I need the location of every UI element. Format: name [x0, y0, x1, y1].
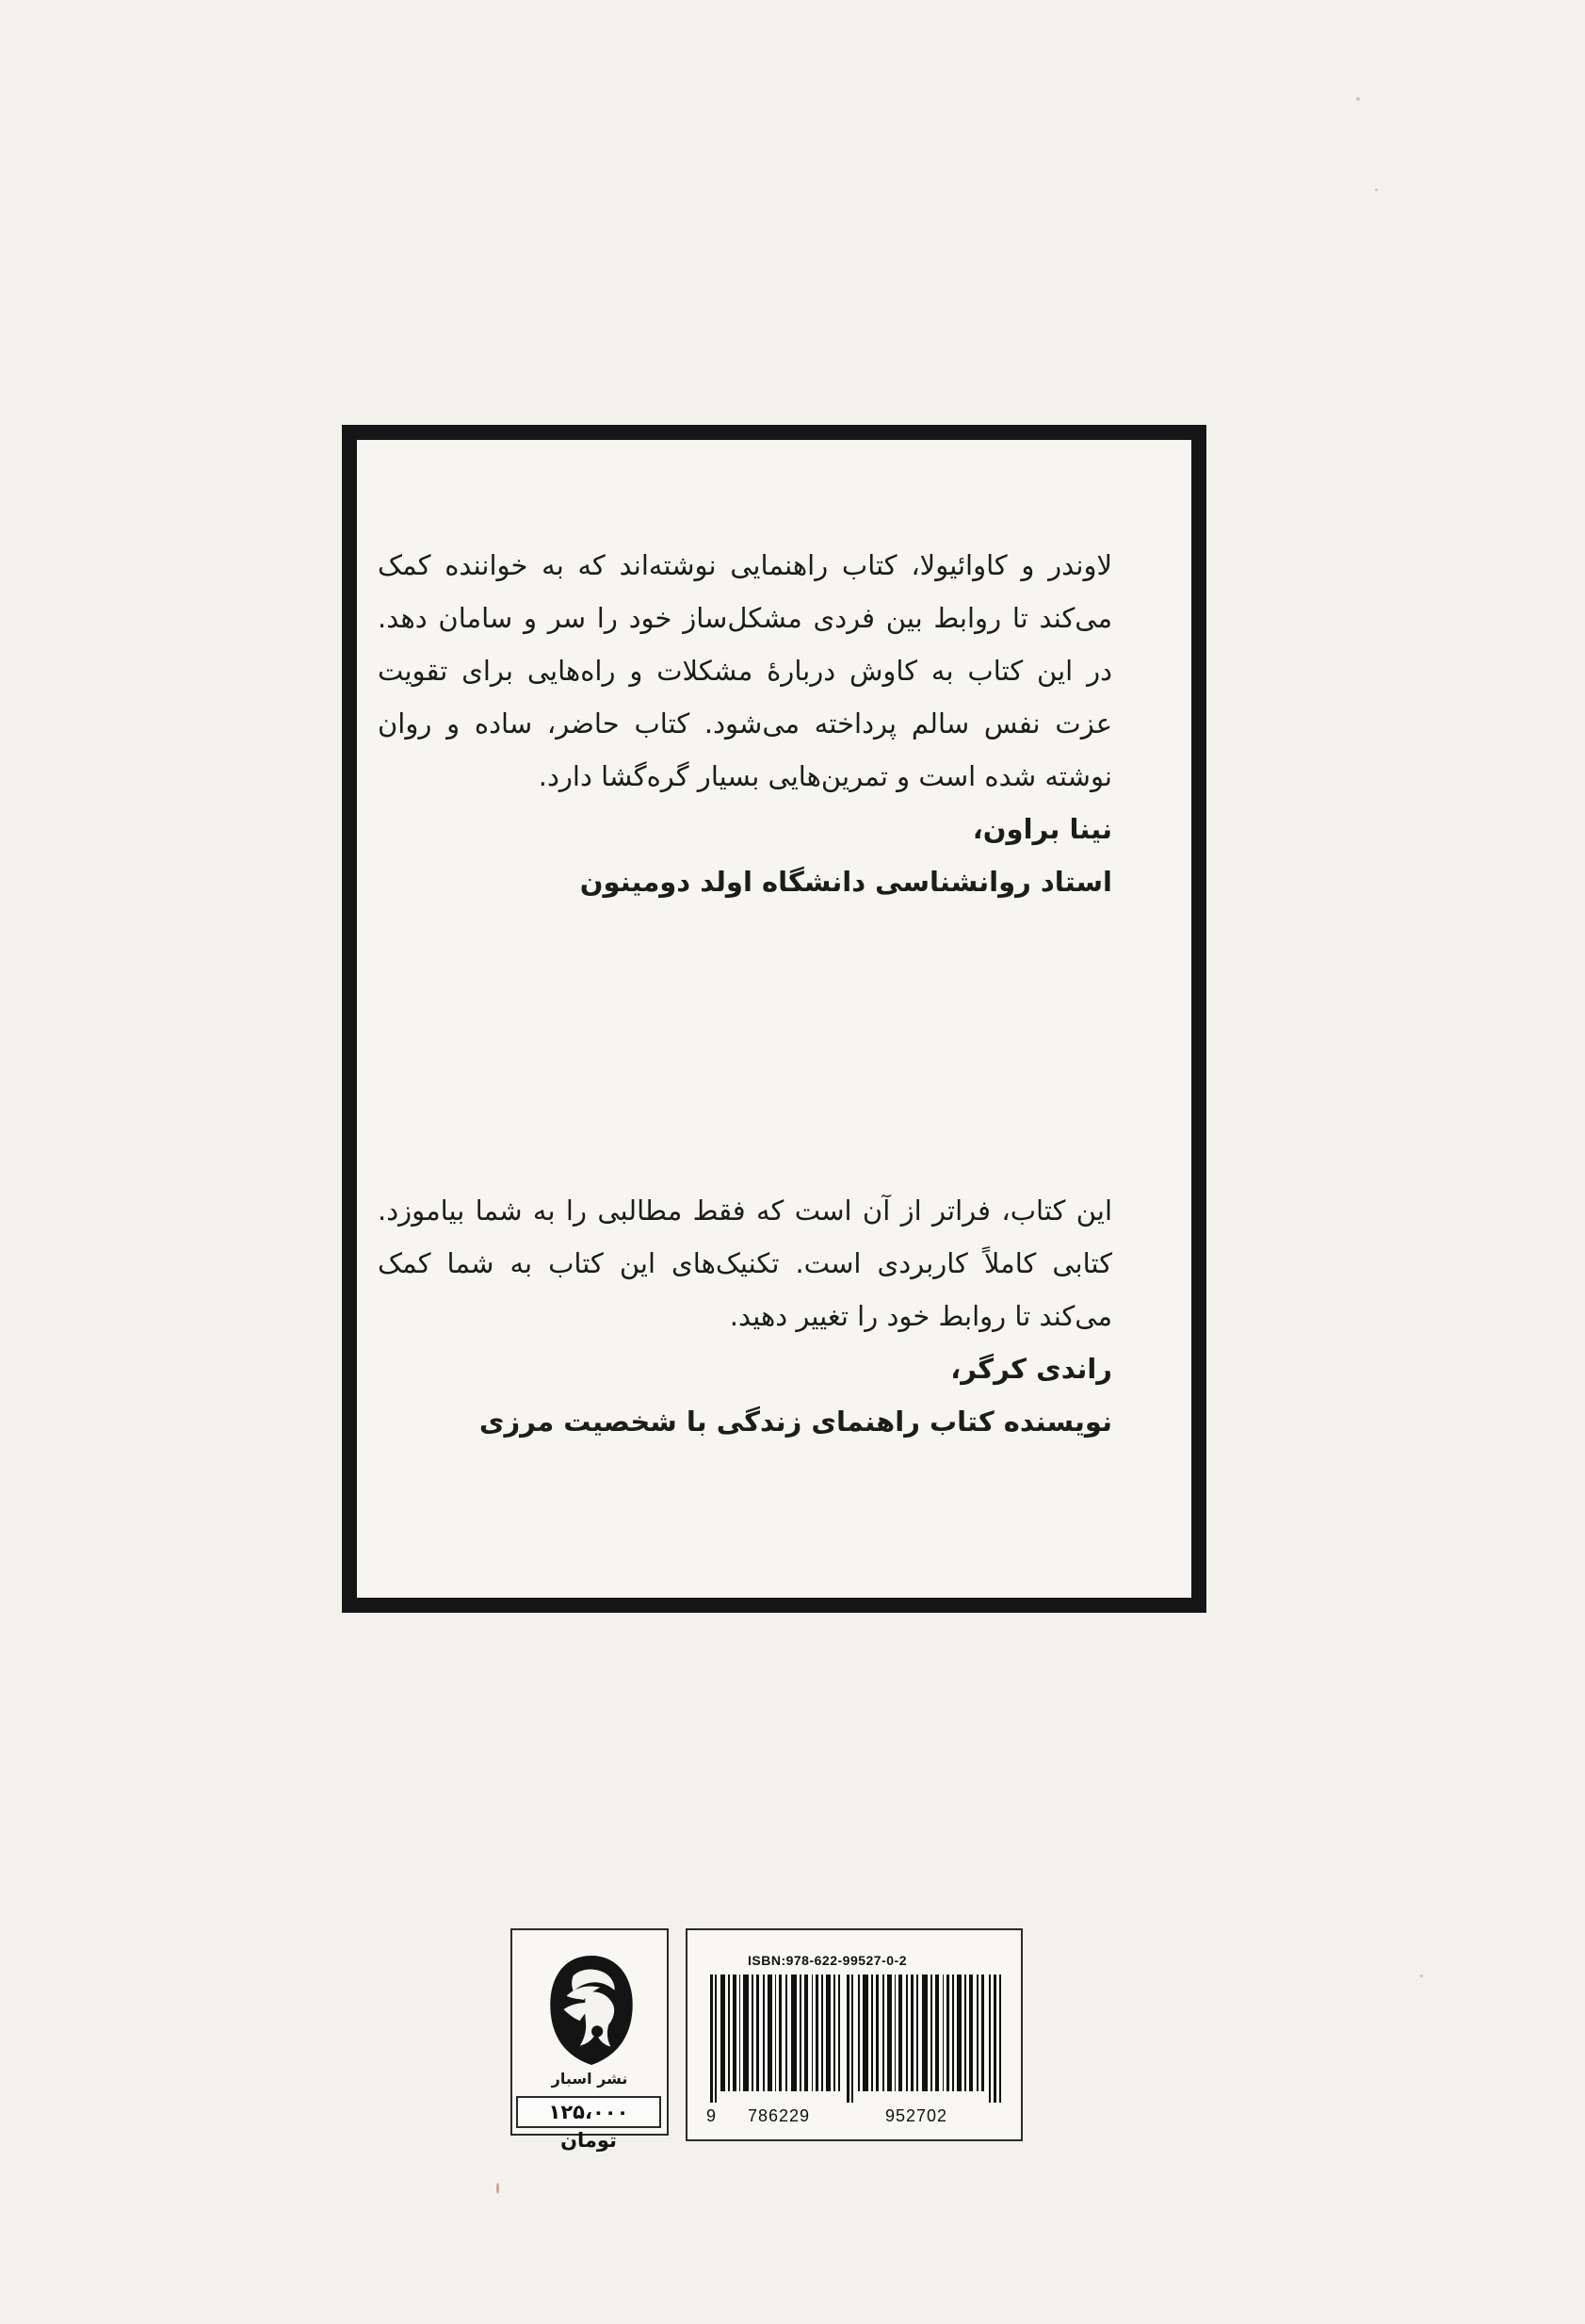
- blurb-frame: [342, 425, 1206, 1613]
- price-label: ۱۲۵،۰۰۰ تومان: [516, 2096, 661, 2128]
- blurb-panel: [357, 440, 1191, 1598]
- publisher-name: نشر اسبار: [551, 2070, 628, 2088]
- barcode-digits-left: 786229: [748, 2106, 811, 2125]
- barcode-digits-right: 952702: [885, 2106, 948, 2125]
- barcode-panel: [510, 1928, 1025, 2152]
- review-quote-2: [378, 1184, 1112, 1448]
- horse-head-logo-icon: [543, 1953, 639, 2068]
- review-author-role-2: نویسنده کتاب راهنمای زندگی با شخصیت مرزی: [478, 1406, 1112, 1438]
- review-text-1: لاوندر و کاوائیولا، کتاب راهنمایی نوشته‌اند که به خواننده کمک می‌کند تا روابط بین فردی مشکل‌ساز خود را سر و سامان دهد. در این کتاب به کاوش دربارۀ مشکلات و راه‌هایی برای تقویت عزت نفس سالم پرداخته می‌شود. کتاب حاضر، ساده و روان نوشته شده است و تمرین‌هایی بسیار گره‌گشا دارد.: [378, 549, 1112, 792]
- paper-speck: [496, 2183, 499, 2194]
- paper-speck: [1356, 97, 1360, 101]
- paper-speck: [1375, 188, 1378, 191]
- publisher-box: [510, 1928, 669, 2152]
- isbn-number: ISBN:978-622-99527-0-2: [748, 1953, 907, 1968]
- barcode-box: [686, 1928, 1023, 2141]
- review-author-role-1: استاد روانشناسی دانشگاه اولد دومینون: [579, 866, 1112, 898]
- paper-speck: [1420, 1975, 1423, 1977]
- barcode-icon: [710, 1975, 1004, 2103]
- review-author-1: نینا براون،: [972, 813, 1112, 845]
- review-author-2: راندی کرگر،: [950, 1353, 1112, 1385]
- review-text-2: این کتاب، فراتر از آن است که فقط مطالبی را به شما بیاموزد. کتابی کاملاً کاربردی است. تکنیک‌های این کتاب به شما کمک می‌کند تا روابط خود را تغییر دهید.: [378, 1195, 1112, 1332]
- barcode-first-digit: 9: [706, 2106, 718, 2125]
- review-quote-1: [378, 539, 1112, 908]
